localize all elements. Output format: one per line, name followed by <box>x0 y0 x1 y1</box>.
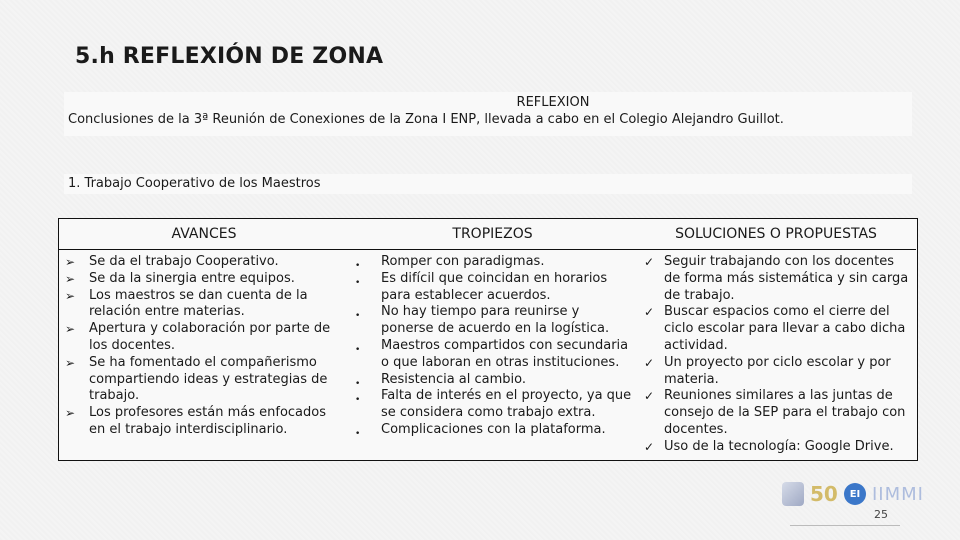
list-item: ➢ Apertura y colaboración por parte de los docentes. <box>65 321 331 353</box>
arrow-bullet-icon: ➢ <box>65 288 76 303</box>
dot-bullet-icon: • <box>355 344 361 355</box>
list-item: ➢ Se da la sinergia entre equipos. <box>65 270 295 286</box>
list-item: • Resistencia al cambio. <box>349 372 636 389</box>
check-icon: ✓ <box>644 355 655 370</box>
reflexion-label: REFLEXION <box>516 95 590 110</box>
avances-column <box>59 250 349 460</box>
list-item: ➢ Se da el trabajo Cooperativo. <box>65 254 279 269</box>
soluciones-column <box>636 250 916 460</box>
check-icon: ✓ <box>644 439 655 454</box>
list-item: ✓ Seguir trabajando con los docentes de forma más sistemática y sin carga de trabajo. <box>644 254 909 303</box>
list-item: ✓ Uso de la tecnología: Google Drive. <box>644 438 894 454</box>
list-item: ✓ Reuniones similares a las juntas de consejo de la SEP para el trabajo con docentes. <box>644 388 906 437</box>
ei-badge-icon: EI <box>844 483 866 505</box>
dot-bullet-icon: • <box>355 378 361 389</box>
conclusion-text: Conclusiones de la 3ª Reunión de Conexiones de la Zona I ENP, llevada a cabo en el Colegio Alejandro Guillot. <box>68 112 784 127</box>
list-item: ✓ Buscar espacios como el cierre del ciclo escolar para llevar a cabo dicha actividad. <box>644 304 906 353</box>
arrow-bullet-icon: ➢ <box>65 255 76 269</box>
slide-title: 5.h REFLEXIÓN DE ZONA <box>75 44 384 69</box>
list-item: ✓ Un proyecto por ciclo escolar y por materia. <box>644 354 891 387</box>
unam-crest-icon <box>782 482 804 506</box>
arrow-bullet-icon: ➢ <box>65 406 76 421</box>
anniversary-logo: 50 <box>810 482 838 506</box>
header-tropiezos: TROPIEZOS <box>349 219 636 250</box>
list-item: • Romper con paradigmas. <box>349 254 636 271</box>
reflection-table <box>58 218 918 461</box>
header-soluciones: SOLUCIONES O PROPUESTAS <box>636 219 916 250</box>
check-icon: ✓ <box>644 305 655 320</box>
page-number: 25 <box>874 508 888 521</box>
arrow-bullet-icon: ➢ <box>65 271 76 286</box>
header-avances: AVANCES <box>59 219 349 250</box>
reflexion-box <box>64 92 912 136</box>
dot-bullet-icon: • <box>355 428 361 439</box>
list-item: ➢ Los maestros se dan cuenta de la relación entre materias. <box>65 287 308 320</box>
dot-bullet-icon: • <box>355 311 361 322</box>
dot-bullet-icon: • <box>355 277 361 288</box>
list-item: • Es difícil que coincidan en horarios para establecer acuerdos. <box>355 270 608 303</box>
list-item: • Complicaciones con la plataforma. <box>349 422 636 439</box>
list-item: ➢ Los profesores están más enfocados en el trabajo interdisciplinario. <box>65 405 327 437</box>
institution-wordmark: IIMMI <box>872 483 924 505</box>
check-icon: ✓ <box>644 389 655 404</box>
section-heading: 1. Trabajo Cooperativo de los Maestros <box>64 174 912 194</box>
list-item: • No hay tiempo para reunirse y ponerse de acuerdo en la logística. <box>355 304 610 337</box>
arrow-bullet-icon: ➢ <box>65 322 76 337</box>
check-icon: ✓ <box>644 255 655 269</box>
arrow-bullet-icon: ➢ <box>65 355 76 370</box>
list-item: ➢ Se ha fomentado el compañerismo compartiendo ideas y estrategias de trabajo. <box>65 354 328 404</box>
footer-divider <box>790 525 900 526</box>
dot-bullet-icon: • <box>355 395 361 406</box>
footer-logos <box>782 478 938 510</box>
dot-bullet-icon: • <box>355 261 361 271</box>
list-item: • Falta de interés en el proyecto, ya que se considera como trabajo extra. <box>355 388 632 421</box>
tropiezos-column <box>349 250 636 460</box>
list-item: • Maestros compartidos con secundaria o que laboran en otras instituciones. <box>355 337 629 370</box>
